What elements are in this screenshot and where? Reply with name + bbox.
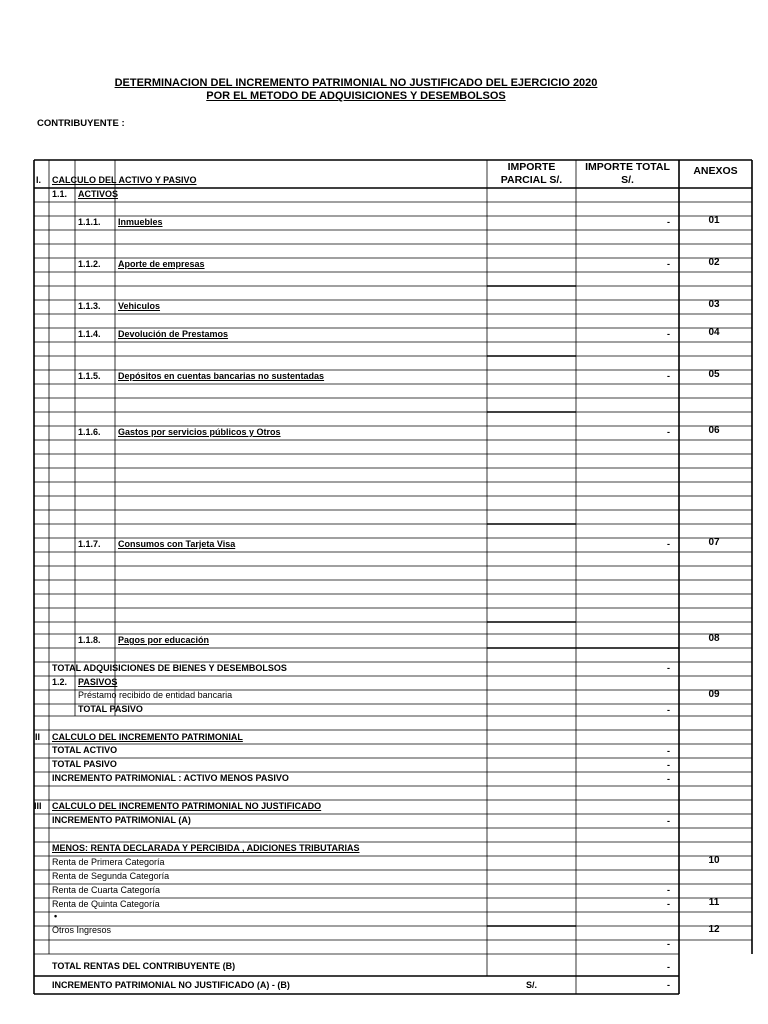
incremento-a-label: INCREMENTO PATRIMONIAL (A) <box>52 815 191 825</box>
item-num: 1.1.1. <box>78 217 101 227</box>
header-importe-total-l2: S/. <box>621 174 634 186</box>
section-title: CALCULO DEL INCREMENTO PATRIMONIAL NO JUSTIFICADO <box>52 801 322 811</box>
menos-label: MENOS: RENTA DECLARADA Y PERCIBIDA , ADICIONES TRIBUTARIAS <box>52 843 360 853</box>
incremento-a-value: - <box>667 816 670 826</box>
renta-label: Renta de Cuarta Categoría <box>52 885 161 895</box>
subsection-title: PASIVOS <box>78 677 118 687</box>
final-label: INCREMENTO PATRIMONIAL NO JUSTIFICADO (A) - (B) <box>52 980 290 990</box>
header-importe-parcial <box>487 161 576 187</box>
section-num: II <box>35 732 41 742</box>
subsection-num: 1.2. <box>52 677 68 687</box>
header-importe-total <box>576 161 679 187</box>
item-label: Devolución de Prestamos <box>118 329 229 339</box>
header-anexos: ANEXOS <box>693 165 738 177</box>
anexo-number: 04 <box>708 327 720 338</box>
anexo-number: 09 <box>708 689 720 700</box>
item-num: 1.1.4. <box>78 329 101 339</box>
renta-label: Renta de Quinta Categoría <box>52 899 160 909</box>
anexo-number: 12 <box>708 924 720 935</box>
subsection-title: ACTIVOS <box>78 189 119 199</box>
final-value: - <box>667 980 670 990</box>
item-total: - <box>667 539 670 549</box>
item-label: Gastos por servicios públicos y Otros <box>118 427 281 437</box>
final-currency: S/. <box>526 980 538 990</box>
total-pasivo-value: - <box>667 705 670 715</box>
item-total: - <box>667 427 670 437</box>
total-pasivo-label: TOTAL PASIVO <box>78 704 143 714</box>
header-importe-parcial-l2: PARCIAL S/. <box>500 174 563 186</box>
item-label: Pagos por educación <box>118 635 210 645</box>
anexo-number: 06 <box>708 425 720 436</box>
total-rentas-value: - <box>667 962 670 972</box>
item-label: Consumos con Tarjeta Visa <box>118 539 236 549</box>
anexo-number: 02 <box>708 257 720 268</box>
item-label: Inmuebles <box>118 217 163 227</box>
total-pasivo-value: - <box>667 760 670 770</box>
total-adquisiciones-value: - <box>667 663 670 673</box>
contribuyente-label: CONTRIBUYENTE : <box>37 118 125 129</box>
anexo-number: 10 <box>708 855 720 866</box>
item-label: Vehiculos <box>118 301 161 311</box>
item-num: 1.1.6. <box>78 427 101 437</box>
section-num: III <box>34 801 42 811</box>
incremento-label: INCREMENTO PATRIMONIAL : ACTIVO MENOS PASIVO <box>52 773 289 783</box>
total-pasivo-label: TOTAL PASIVO <box>52 759 117 769</box>
item-num: 1.1.5. <box>78 371 101 381</box>
header-importe-total-l1: IMPORTE TOTAL <box>585 161 670 173</box>
bullet-icon: • <box>54 911 58 921</box>
renta-label: Renta de Segunda Categoría <box>52 871 170 881</box>
report-title-line1: DETERMINACION DEL INCREMENTO PATRIMONIAL NO JUSTIFICADO DEL EJERCICIO 2020 <box>114 77 598 89</box>
report-title-line2: POR EL METODO DE ADQUISICIONES Y DESEMBOLSOS <box>206 90 506 102</box>
item-num: 1.1.7. <box>78 539 101 549</box>
item-label: Aporte de empresas <box>118 259 205 269</box>
item-label: Depósitos en cuentas bancarias no sustentadas <box>118 371 325 381</box>
header-importe-parcial-l1: IMPORTE <box>507 161 556 173</box>
total-adquisiciones-label: TOTAL ADQUISICIONES DE BIENES Y DESEMBOLSOS <box>52 663 287 673</box>
anexo-number: 11 <box>708 897 720 908</box>
anexo-number: 05 <box>708 369 720 380</box>
anexo-number: 03 <box>708 299 720 310</box>
section-num: I. <box>36 175 42 185</box>
item-num: 1.1.8. <box>78 635 101 645</box>
renta-label: Renta de Primera Categoría <box>52 857 165 867</box>
item-num: 1.1.2. <box>78 259 101 269</box>
renta-total: - <box>667 885 670 895</box>
total-activo-value: - <box>667 746 670 756</box>
item-total: - <box>667 217 670 227</box>
item-num: 1.1.3. <box>78 301 101 311</box>
section-title: CALCULO DEL INCREMENTO PATRIMONIAL <box>52 732 243 742</box>
section-title: CALCULO DEL ACTIVO Y PASIVO <box>52 175 197 185</box>
total-activo-label: TOTAL ACTIVO <box>52 745 118 755</box>
anexo-number: 01 <box>708 215 720 226</box>
subtotal-value: - <box>667 939 670 949</box>
otros-ingresos-label: Otros Ingresos <box>52 925 112 935</box>
prestamo-label: Préstamo recibido de entidad bancaria <box>78 690 233 700</box>
renta-total: - <box>667 899 670 909</box>
anexo-number: 07 <box>708 537 720 548</box>
subsection-num: 1.1. <box>52 189 68 199</box>
item-total: - <box>667 329 670 339</box>
item-total: - <box>667 371 670 381</box>
total-rentas-label: TOTAL RENTAS DEL CONTRIBUYENTE (B) <box>52 961 236 971</box>
item-total: - <box>667 259 670 269</box>
anexo-number: 08 <box>708 633 720 644</box>
incremento-value: - <box>667 774 670 784</box>
